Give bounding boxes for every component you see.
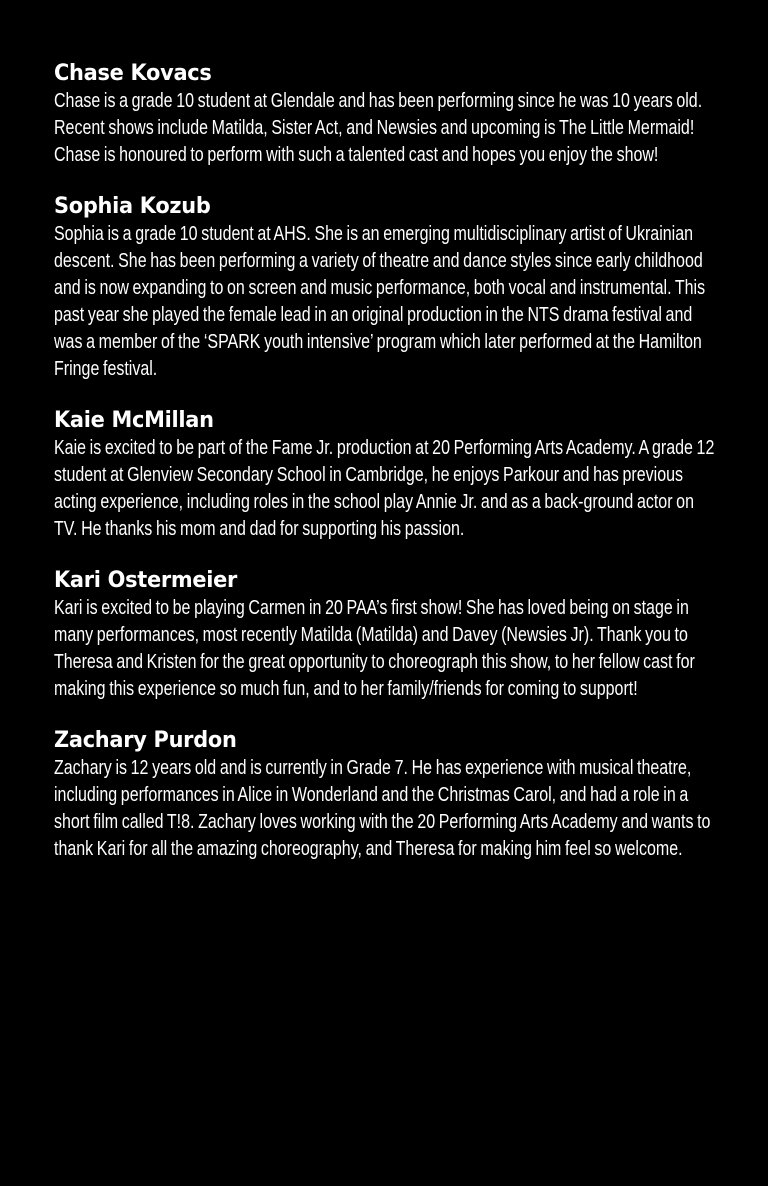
bio-text: Sophia is a grade 10 student at AHS. She is an emerging multidisciplinary artist of Ukrainian descent. She has been performing a variety of theatre and dance styles since early childhood and is now expanding to on screen and music performance, both vocal and instrumental. This past year she played the female lead in an original production in the NTS drama festival and was a member of the ‘SPARK youth intensive’ program which later performed at the Hamilton Fringe festival. — [54, 223, 706, 380]
bio-kaie-mcmillan — [54, 407, 718, 543]
bio-text: Zachary is 12 years old and is currently in Grade 7. He has experience with musical theatre, including performances in Alice in Wonderland and the Christmas Carol, and had a role in a short film called T!8. Zachary loves working with the 20 Performing Arts Academy and wants to thank Kari for all the amazing choreography, and Theresa for making him feel so welcome. — [54, 757, 711, 860]
bio-text: Chase is a grade 10 student at Glendale and has been performing since he was 10 years old. Recent shows include Matilda, Sister Act, and Newsies and upcoming is The Little Mermaid! Chase is honoured to perform with such a talented cast and hopes you enjoy the show! — [54, 90, 703, 166]
bio-text: Kari is excited to be playing Carmen in 20 PAA’s first show! She has loved being on stage in many performances, most recently Matilda (Matilda) and Davey (Newsies Jr). Thank you to Theresa and Kristen for the great opportunity to choreograph this show, to her fellow cast for making this experience so much fun, and to her family/friends for coming to support! — [54, 597, 695, 700]
bio-name: Sophia Kozub — [54, 194, 211, 219]
cast-bios-page — [54, 60, 718, 887]
bio-name: Chase Kovacs — [54, 61, 212, 86]
bio-sophia-kozub — [54, 193, 718, 383]
bio-chase-kovacs — [54, 60, 718, 169]
bio-name: Kaie McMillan — [54, 408, 214, 433]
bio-text: Kaie is excited to be part of the Fame Jr. production at 20 Performing Arts Academy. A grade 12 student at Glenview Secondary School in Cambridge, he enjoys Parkour and has previous acting experience, including roles in the school play Annie Jr. and as a back-ground actor on TV. He thanks his mom and dad for supporting his passion. — [54, 437, 715, 540]
bio-name: Kari Ostermeier — [54, 568, 238, 593]
bio-zachary-purdon — [54, 727, 718, 863]
bio-kari-ostermeier — [54, 567, 718, 703]
bio-name: Zachary Purdon — [54, 728, 237, 753]
